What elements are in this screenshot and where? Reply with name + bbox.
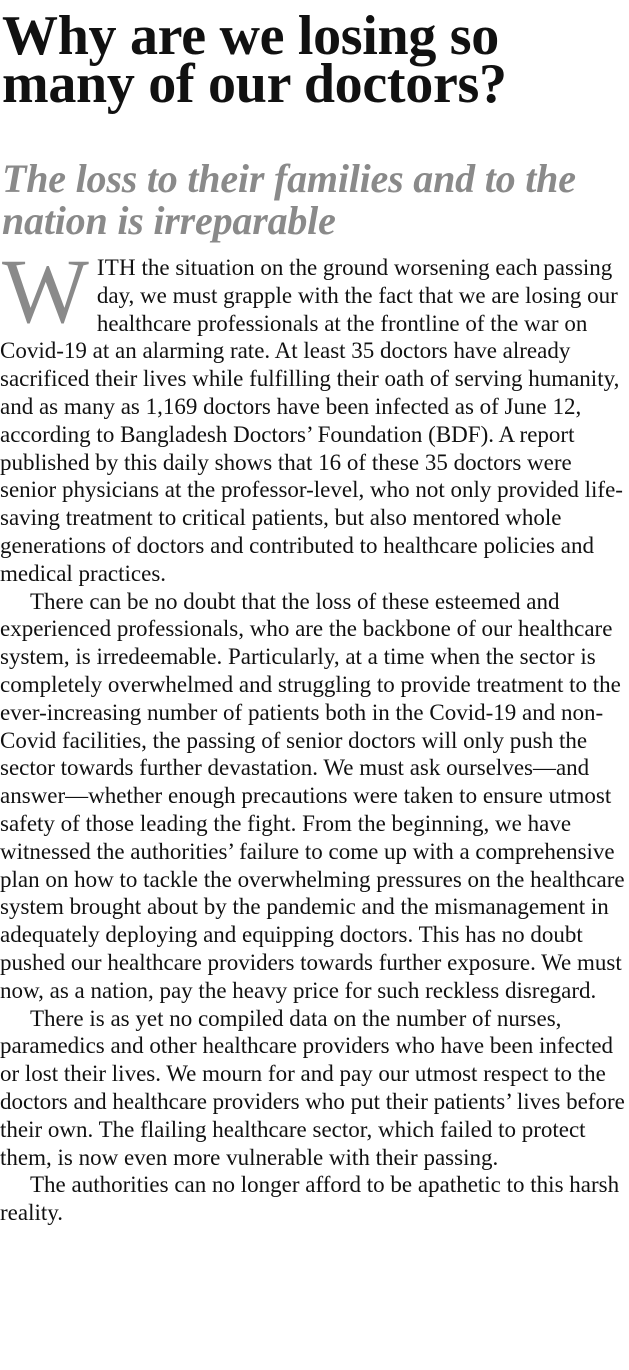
paragraph-1-text: the situation on the ground worsening each passing day, we must grapple with the fact that we are losing our healthcare professionals at the frontline of the war on Covid-19 at an alarming rate. At least 35 doctors have already sacrificed their lives while fulfilling their oath of serving humanity, and as many as 1,169 doctors have been infected as of June 12, according to Bangladesh Doctors’ Foundation (BDF). A report published by this daily shows that 16 of these 35 doctors were senior physicians at the professor-level, who not only provided life-saving treatment to critical patients, but also mentored whole generations of doctors and contributed to healthcare policies and medical practices. [0,255,623,586]
drop-cap: W [2,254,89,342]
paragraph-2: There can be no doubt that the loss of these esteemed and experienced professionals, who are the backbone of our healthcare system, is irredeemable. Particularly, at a time when the sector is completely overwhelmed and struggling to provide treatment to the ever-increasing number of patients both in the Covid-19 and non-Covid facilities, the passing of senior doctors will only push the sector towards further devastation. We must ask ourselves—and answer—whether enough precautions were taken to ensure utmost safety of those leading the fight. From the beginning, we have witnessed the authorities’ failure to come up with a comprehensive plan on how to tackle the overwhelming pressures on the healthcare system brought about by the pandemic and the mismanagement in adequately deploying and equipping doctors. This has no doubt pushed our healthcare providers towards further exposure. We must now, as a nation, pay the heavy price for such reckless disregard. [0,588,625,1003]
paragraph-3: There is as yet no compiled data on the number of nurses, paramedics and other healthcare providers who have been infected or lost their lives. We mourn for and pay our utmost respect to the doctors and healthcare providers who put their patients’ lives before their own. The flailing healthcare sector, which failed to protect them, is now even more vulnerable with their passing. [0,1005,625,1170]
article-body [0,254,627,1366]
paragraph-4: The authorities can no longer afford to be apathetic to this harsh reality. [0,1172,620,1226]
lead-in-caps: ITH [96,255,136,280]
subheadline: The loss to their families and to the nation is irreparable [2,156,576,243]
paragraph-1 [0,254,627,588]
headline: Why are we losing so many of our doctors? [2,5,507,115]
